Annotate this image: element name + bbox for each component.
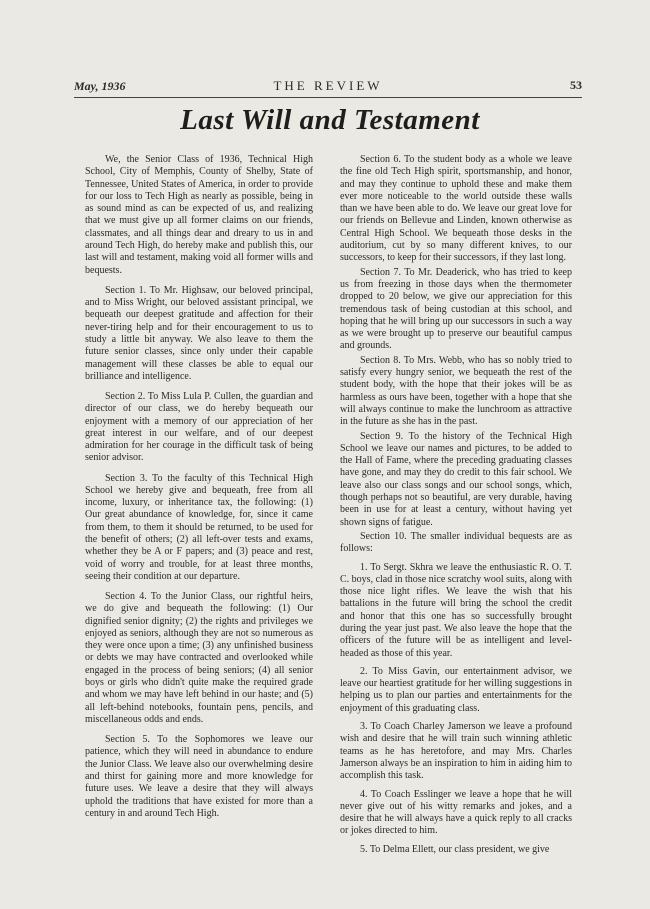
bequest-paragraph: 3. To Coach Charley Jamerson we leave a profound wish and desire that he will train such winning athletic teams as he has heretofore, and may Mrs. Charles Jamerson always be an inspiration to him in aiding him to accomplish this task. bbox=[340, 721, 572, 782]
issue-date: May, 1936 bbox=[74, 79, 126, 93]
section-paragraph: Section 1. To Mr. Highsaw, our beloved principal, and to Miss Wright, our beloved assistant principal, we bequeath our deepest gratitude and affection for their never-tiring help and for their encouragement to us to study a little bit anyway. We also leave to them the future senior classes, since only under their capable management will these classes be able to equal our brilliance and intelligence. bbox=[85, 284, 313, 382]
bequest-paragraph: 4. To Coach Esslinger we leave a hope that he will never give out of his witty remarks and jokes, and a desire that he will always have a quick reply to all cracks or jokes directed to him. bbox=[340, 788, 572, 837]
bequest-paragraph: 1. To Sergt. Skhra we leave the enthusiastic R. O. T. C. boys, clad in those nice scratchy wool suits, along with those nice light rifles. We leave the wish that his battalions in the future will bring the school the credit and honor that this one has so successfully brought during the year just past. We also leave the hope that the officers of the future will be as intelligent and level-headed as those of this year. bbox=[340, 561, 572, 659]
page-number: 53 bbox=[570, 78, 582, 92]
section-paragraph: Section 4. To the Junior Class, our rightful heirs, we do give and bequeath the following: (1) Our dignified senior dignity; (2) the rights and privileges we enjoyed as seniors, although they are not so numerous as they were once upon a time; (3) any unfinished business or debts we may have contracted and overlooked while engaged in the process of being seniors; (4) all senior boys or girls who didn't quite make the required grade and whom we may have left behind in our haste; and (5) all left-behind notebooks, fountain pens, pencils, and miscellaneous odds and ends. bbox=[85, 590, 313, 725]
article-title: Last Will and Testament bbox=[180, 104, 480, 136]
bequest-paragraph: 5. To Delma Ellett, our class president, we give bbox=[360, 843, 550, 855]
section-paragraph: Section 7. To Mr. Deaderick, who has tried to keep us from freezing in those days when the thermometer dropped to 20 below, we give our appreciation for this tremendous task of being custodian at this school, and hoping that he will bring up our successors in such a way as we were brought up to preserve our beautiful campus and grounds. bbox=[340, 266, 572, 352]
left-column bbox=[85, 154, 313, 828]
section-paragraph: Section 6. To the student body as a whole we leave the fine old Tech High spirit, sportsmanship, and honor, and may they continue to uphold these and make them ever more noticeable to the world outside these walls than we have been able to do. We leave our great love for our friends on Bellevue and Linden, known otherwise as Central High School. We bequeath those desks in the auditorium, cut by so many different knives, to our successors, to keep for their successors, if they last long. bbox=[340, 154, 572, 264]
header-rule bbox=[74, 97, 582, 98]
section-paragraph: Section 5. To the Sophomores we leave our patience, which they will need in abundance to endure the Junior Class. We leave also our overwhelming desire and thirst for gaining more and more knowledge for future uses. We leave a desire that they will always uphold the traditions that have existed for more than a century in and around Tech High. bbox=[85, 734, 313, 819]
magazine-name: THE REVIEW bbox=[273, 78, 383, 93]
page-header bbox=[74, 78, 582, 96]
preamble-paragraph: We, the Senior Class of 1936, Technical High School, City of Memphis, County of Shelby, State of Tennessee, United States of America, in order to provide for our loss to Tech High as nearly as possible, being in as sound mind as can be expected of us, and realizing that we must give up all former claims on our friends, classmates, and all things dear and dreary to us in and around Tech High, do hereby make and publish this, our last will and testament, making void all former wills and bequests. bbox=[85, 154, 313, 276]
section-paragraph: Section 10. The smaller individual bequests are as follows: bbox=[340, 530, 572, 555]
bequest-paragraph: 2. To Miss Gavin, our entertainment advisor, we leave our heartiest gratitude for her willing suggestions in helping us to plan our parties and entertainments for the enjoyment of this graduating class. bbox=[340, 665, 572, 714]
right-column bbox=[340, 154, 572, 858]
section-paragraph: Section 8. To Mrs. Webb, who has so nobly tried to satisfy every hungry senior, we bequeath the rest of the student body, with the hope that their jokes will be as harmless as ours have been, together with a hope that she will always continue to make the lunchroom as attractive in the future as she has in the past. bbox=[340, 354, 572, 428]
section-paragraph: Section 9. To the history of the Technical High School we leave our names and pictures, to be added to the Hall of Fame, where the preceding graduating classes have gone, and may they do credit to this fair school. We leave also our class songs and our school songs, which, though perhaps not so beautiful, are very durable, having been in use for at least a century, without having yet shown signs of fatigue. bbox=[340, 430, 572, 528]
section-paragraph: Section 2. To Miss Lula P. Cullen, the guardian and director of our class, we do hereby bequeath our enjoyment with a memory of our appreciation of her great interest in our welfare, and of our deepest admiration for her courage in the difficult task of being senior advisor. bbox=[85, 390, 313, 464]
section-paragraph: Section 3. To the faculty of this Technical High School we hereby give and bequeath, free from all income, luxury, or inheritance tax, the following: (1) Our great abundance of knowledge, for, since it came from them, to them it should be returned, to be used for the benefit of others; (2) all left-over tests and exams, whether they be A or F papers; and (3) peace and rest, void of worry and trouble, for at least three months, seeing their condition at our departure. bbox=[85, 472, 313, 582]
